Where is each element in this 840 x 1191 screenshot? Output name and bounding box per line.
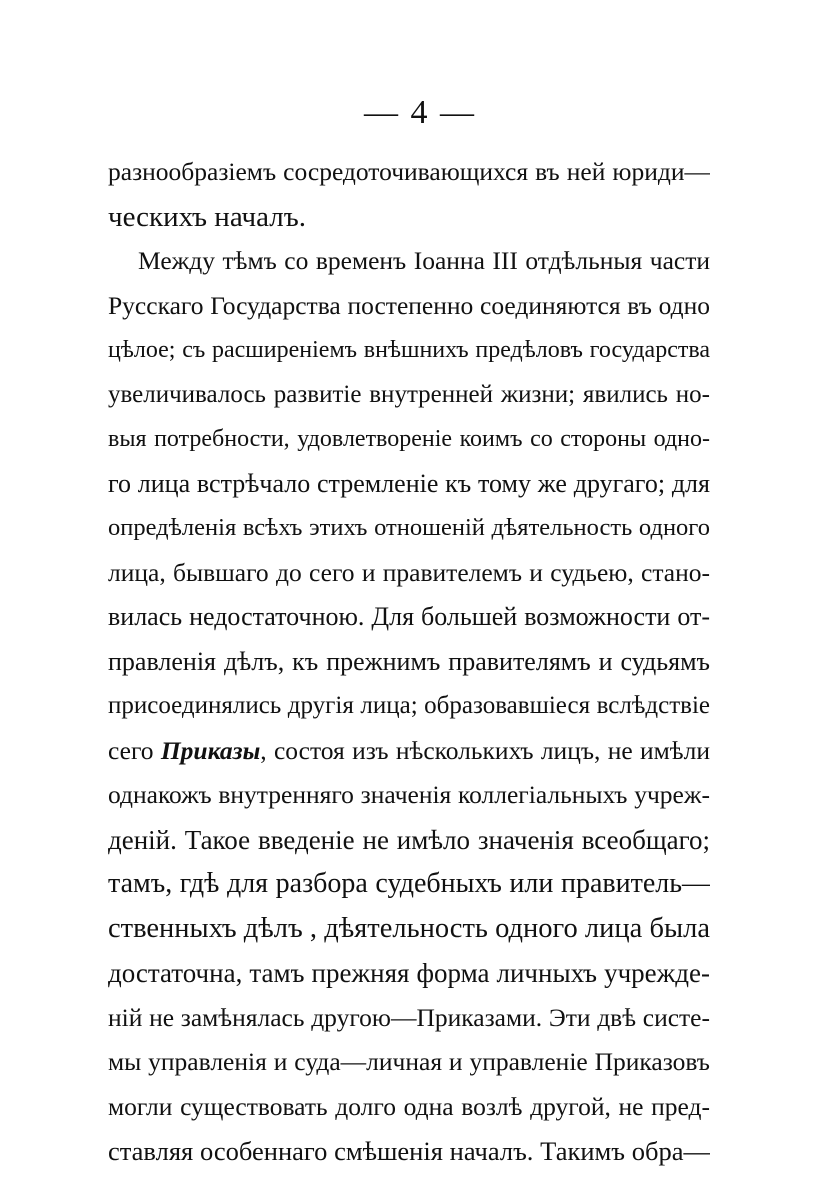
text-line: ственныхъ дѣлъ , дѣятельность одного лица была [108, 912, 710, 944]
text-line-with-term [108, 729, 710, 774]
text-line: выя потребности, удовлетвореніе коимъ со стороны одно- [108, 426, 710, 452]
text-line: правленія дѣлъ, къ прежнимъ правителямъ и судьямъ [108, 646, 710, 676]
text-line: однакожъ внутренняго значенія коллегіальныхъ учреж- [108, 780, 710, 809]
body-text [108, 150, 710, 1174]
text-line: лица, бывшаго до сего и правителемъ и судьею, стано- [108, 557, 710, 587]
text-line: деній. Такое введеніе не имѣло значенія всеобщаго; [108, 824, 710, 855]
text-line: присоединялись другія лица; образовавшіеся вслѣдствіе [108, 692, 710, 719]
text-line: цѣлое; съ расширеніемъ внѣшнихъ предѣловъ государства [108, 337, 710, 363]
page-number: — 4 — [364, 94, 476, 131]
text-line: Русскаго Государства постепенно соединяются въ одно [108, 290, 710, 320]
text-line: тамъ, гдѣ для разбора судебныхъ или правитель— [108, 868, 710, 899]
text-line: опредѣленія всѣхъ этихъ отношеній дѣятельность одного [108, 514, 710, 541]
text-line: увеличивалось развитіе внутренней жизни; явились но- [108, 380, 710, 408]
emphasized-term: Приказы [160, 735, 261, 765]
text-fragment: , состоя изъ нѣсколькихъ лицъ, не имѣли [260, 735, 710, 765]
text-line: ставляя особеннаго смѣшенія началъ. Такимъ обра— [108, 1136, 710, 1166]
text-line: ческихъ началъ. [108, 200, 306, 233]
text-line: достаточна, тамъ прежняя форма личныхъ учрежде- [108, 958, 710, 988]
text-line: го лица встрѣчало стремленіе къ тому же другаго; для [108, 468, 710, 498]
text-line: мы управленія и суда—личная и управленіе Приказовъ [108, 1047, 710, 1076]
text-line: могли существовать долго одна возлѣ другой, не пред- [108, 1091, 710, 1121]
text-fragment: сего [108, 735, 161, 765]
text-line: разнообразіемъ сосредоточивающихся въ ней юриди— [108, 157, 710, 186]
text-line: ній не замѣнялась другою—Приказами. Эти двѣ систе- [108, 1002, 710, 1032]
paragraph-first-line: Между тѣмъ со временъ Іоанна III отдѣльныя части [138, 246, 710, 275]
text-line: вилась недостаточною. Для большей возможности от- [108, 602, 710, 631]
